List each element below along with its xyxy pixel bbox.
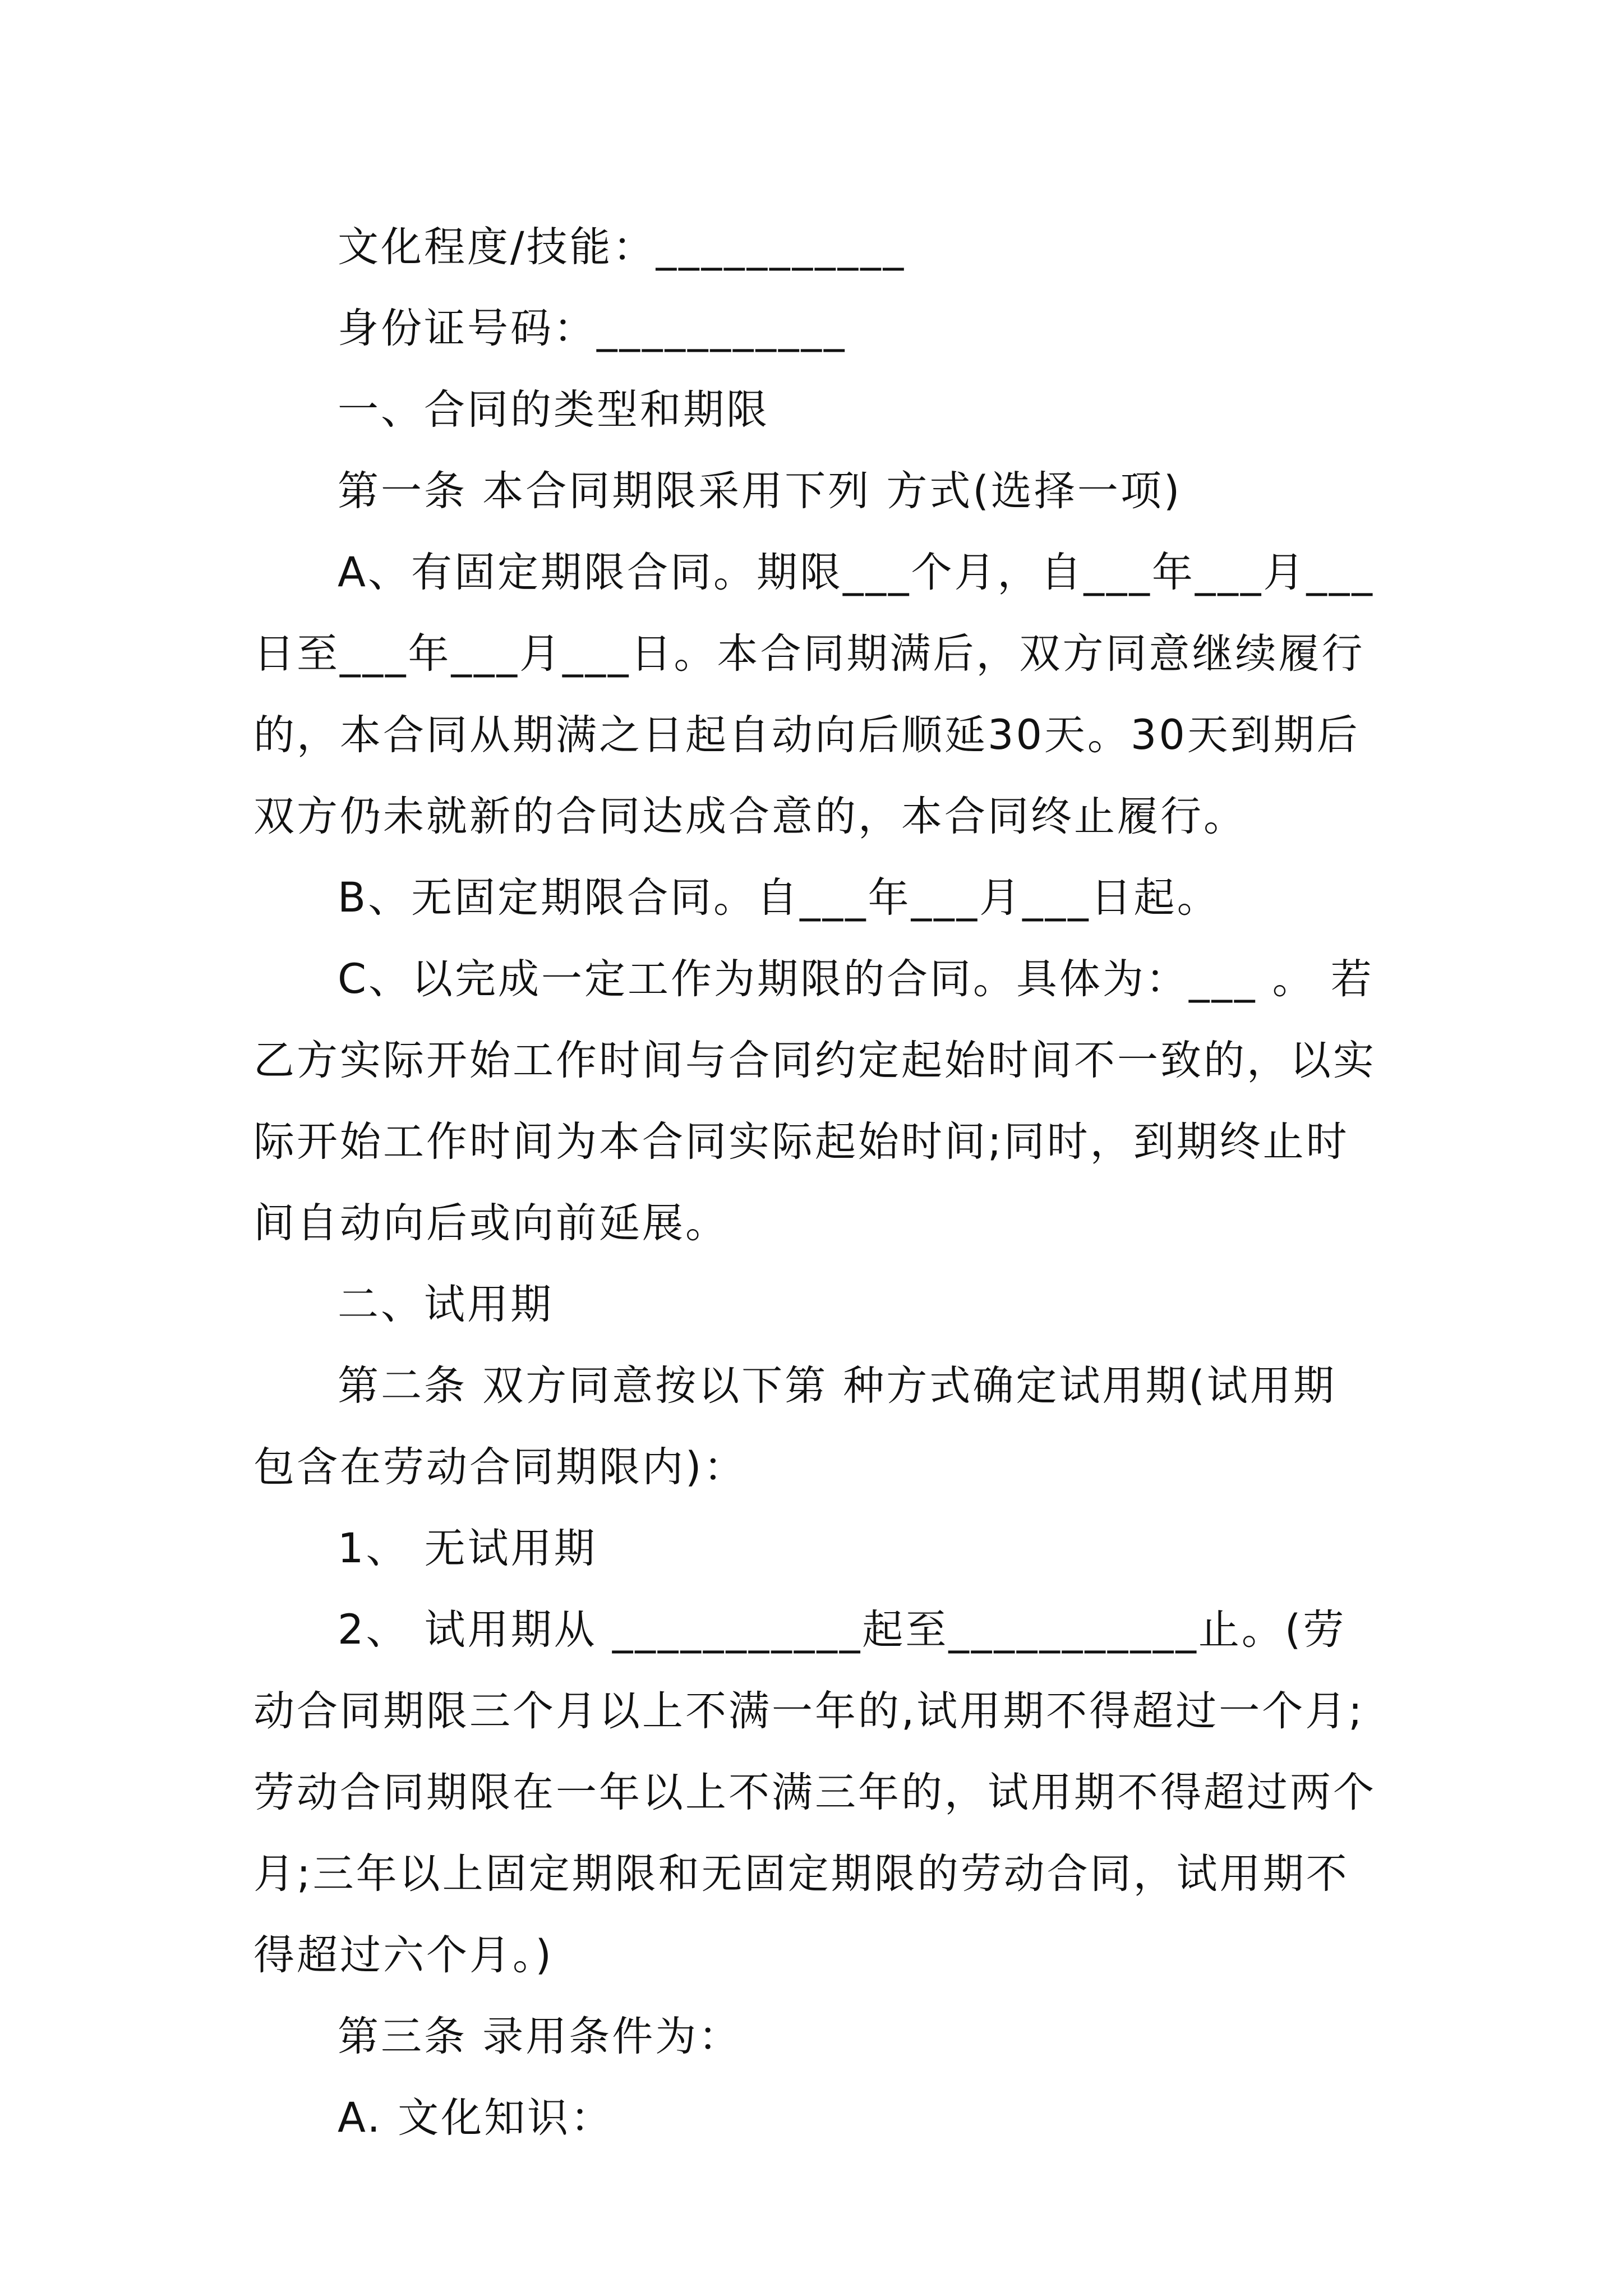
section-heading-contract-type: 一、合同的类型和期限 xyxy=(338,386,769,434)
option-a-line-3: 的，本合同从期满之日起自动向后顺延30天。30天到期后 xyxy=(253,711,1360,759)
education-skills-field: 文化程度/技能：___________ xyxy=(338,223,906,271)
option-c-line-3: 际开始工作时间为本合同实际起始时间;同时，到期终止时 xyxy=(253,1118,1349,1166)
probation-option-2-line-2: 动合同期限三个月以上不满一年的,试用期不得超过一个月; xyxy=(253,1687,1364,1735)
article-two-line-2: 包含在劳动合同期限内)： xyxy=(253,1443,747,1491)
document-body xyxy=(253,206,1386,2159)
option-a-line-1: A、有固定期限合同。期限___个月，自___年___月___ xyxy=(338,549,1375,596)
id-number-field: 身份证号码：___________ xyxy=(338,305,847,352)
option-c-line-1: C、以完成一定工作为期限的合同。具体为：___ 。 若 xyxy=(338,955,1374,1003)
section-heading-probation: 二、试用期 xyxy=(338,1281,554,1328)
option-a-line-4: 双方仍未就新的合同达成合意的，本合同终止履行。 xyxy=(253,793,1247,840)
option-c-line-2: 乙方实际开始工作时间与合同约定起始时间不一致的，以实 xyxy=(253,1037,1376,1084)
option-c-line-4: 间自动向后或向前延展。 xyxy=(253,1199,728,1247)
option-b: B、无固定期限合同。自___年___月___日起。 xyxy=(338,874,1220,922)
article-one: 第一条 本合同期限采用下列 方式(选择一项) xyxy=(338,467,1182,515)
probation-option-2-line-3: 劳动合同期限在一年以上不满三年的，试用期不得超过两个 xyxy=(253,1769,1376,1816)
probation-option-2-line-5: 得超过六个月。) xyxy=(253,1931,554,1979)
article-three: 第三条 录用条件为： xyxy=(338,2013,742,2060)
probation-option-2-line-4: 月;三年以上固定期限和无固定期限的劳动合同，试用期不 xyxy=(253,1850,1349,1898)
probation-option-1: 1、 无试用期 xyxy=(338,1525,597,1572)
probation-option-2-line-1: 2、 试用期从 ___________起至___________止。(劳 xyxy=(338,1606,1347,1654)
option-a-line-2: 日至___年___月___日。本合同期满后，双方同意继续履行 xyxy=(253,630,1365,678)
condition-a: A. 文化知识： xyxy=(338,2094,614,2142)
article-two-line-1: 第二条 双方同意按以下第 种方式确定试用期(试用期 xyxy=(338,1362,1336,1410)
